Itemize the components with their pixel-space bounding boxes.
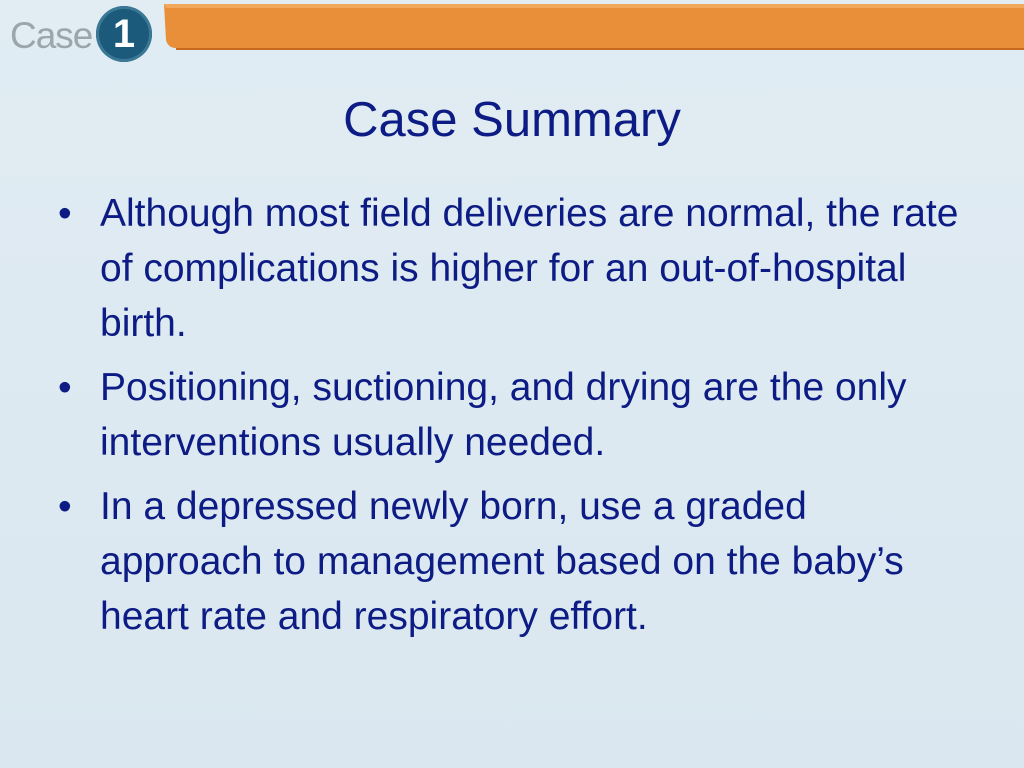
bullet-item: [58, 479, 978, 644]
bullet-item: [58, 360, 978, 470]
bullet-text: In a depressed newly born, use a graded approach to management based on the baby’s heart rate and respiratory effort.: [100, 485, 904, 638]
case-number-badge: 1: [96, 6, 152, 62]
case-label: Case: [10, 15, 93, 56]
bullet-item: [58, 186, 978, 351]
bullet-dot-icon: •: [58, 192, 72, 235]
header-bar: [0, 0, 1024, 50]
bullet-list: [58, 186, 978, 653]
bullet-dot-icon: •: [58, 485, 72, 528]
header-bar-shape: [0, 0, 1024, 50]
slide-title: Case Summary: [343, 93, 681, 147]
bullet-dot-icon: •: [58, 366, 72, 409]
bullet-text: Although most field deliveries are normal, the rate of complications is higher for an out-of-hospital birth.: [100, 192, 959, 345]
bullet-text: Positioning, suctioning, and drying are the only interventions usually needed.: [100, 366, 907, 464]
